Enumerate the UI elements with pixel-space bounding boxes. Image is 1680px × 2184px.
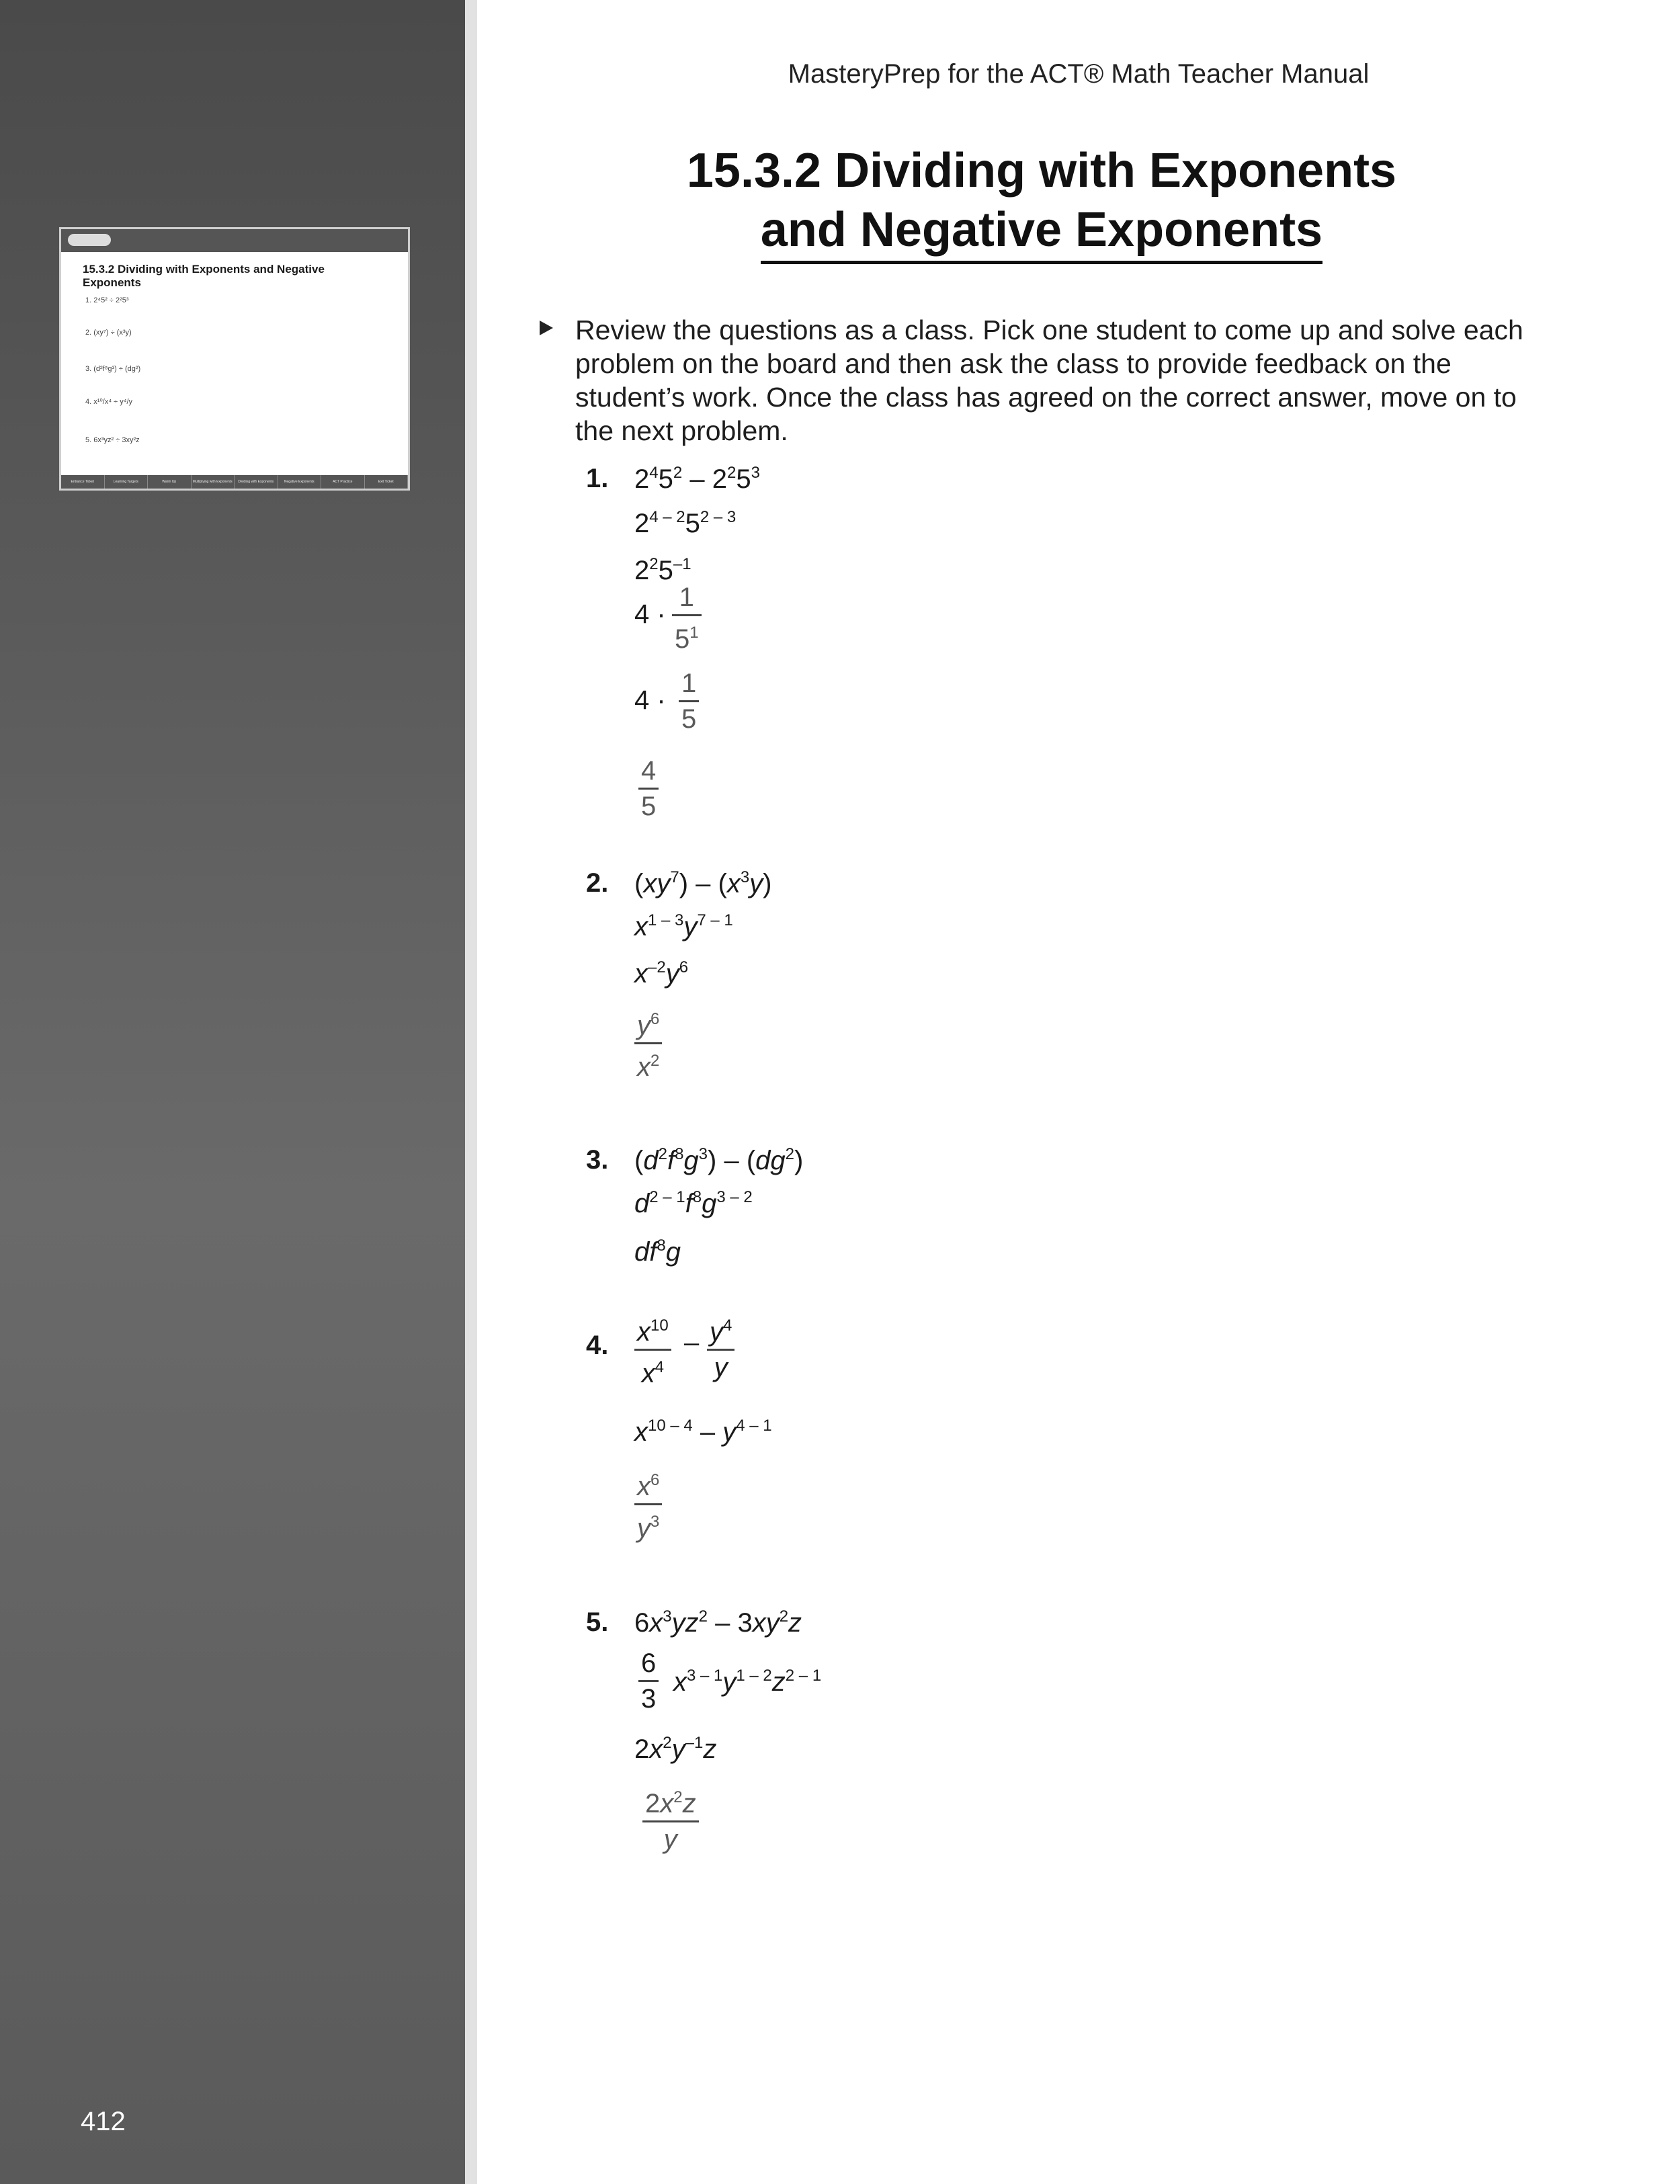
thumbnail-nav xyxy=(61,475,408,489)
thumbnail-nav-item: Warm Up xyxy=(148,475,192,489)
running-header: MasteryPrep for the ACT® Math Teacher Manual xyxy=(788,59,1370,89)
thumbnail-item: 3. (d²f⁸g³) ÷ (dg²) xyxy=(85,365,141,373)
logo-icon xyxy=(68,234,111,246)
bullet-arrow-icon xyxy=(540,321,553,335)
problem-4-step: $x^{10 - 4} - y^{4 - 1}$ xyxy=(634,1417,772,1447)
thumbnail-item: 5. 6x³yz² ÷ 3xy²z xyxy=(85,436,140,444)
problem-number: 2. xyxy=(586,868,609,898)
problem-3-step: $d^{2 - 1}f^8g^{3 - 2}$ xyxy=(634,1188,753,1218)
problem-4-fraction: $\frac{x^{10}}{x^4}$ xyxy=(634,1310,671,1389)
problem-1-step: 4 · xyxy=(634,685,666,715)
problem-4-fraction: $\frac{y^4}{y}$ xyxy=(707,1310,734,1383)
problem-3-step: $df^8g$ xyxy=(634,1236,681,1267)
problem-2-answer: $\frac{y^6}{x^2}$ xyxy=(634,1004,662,1083)
title-line-1: 15.3.2 Dividing with Exponents xyxy=(686,144,1397,198)
problem-1-step: $2^25^{-1}$ xyxy=(634,555,691,585)
sidebar xyxy=(0,0,465,2184)
problem-5-step: $x^{3 - 1}y^{1 - 2}z^{2 - 1}$ xyxy=(673,1667,822,1697)
problem-1-step: 4 · xyxy=(634,599,666,629)
page-title xyxy=(477,141,1606,264)
thumbnail-item: 4. x¹⁰/x⁴ ÷ y⁴/y xyxy=(85,398,133,406)
thumbnail-item: 1. 2⁴5² ÷ 2²5³ xyxy=(85,296,129,304)
problem-3-expression: $(d^2f^8g^3) - (dg^2)$ xyxy=(634,1145,804,1175)
problem-4-answer: $\frac{x^6}{y^3}$ xyxy=(634,1465,662,1544)
problem-number: 4. xyxy=(586,1331,609,1360)
problem-5-expression: $6x^3yz^2 - 3xy^2z$ xyxy=(634,1607,802,1638)
problem-number: 1. xyxy=(586,464,609,493)
problem-number: 3. xyxy=(586,1145,609,1175)
thumbnail-nav-item: Exit Ticket xyxy=(365,475,409,489)
problem-2-step: $x^{1 - 3}y^{7 - 1}$ xyxy=(634,911,733,941)
problem-1-fraction: $\frac{1}{5}$ xyxy=(679,668,699,734)
title-line-2: and Negative Exponents xyxy=(761,200,1322,264)
slide-thumbnail xyxy=(59,227,410,491)
thumbnail-nav-item: Dividing with Exponents xyxy=(235,475,278,489)
thumbnail-item: 2. (xy⁷) ÷ (x³y) xyxy=(85,329,132,337)
problem-number: 5. xyxy=(586,1607,609,1637)
problem-2-expression: $(xy^7) - (x^3y)$ xyxy=(634,868,772,898)
thumbnail-nav-item: Learning Targets xyxy=(105,475,149,489)
thumbnail-nav-item: Multiplying with Exponents xyxy=(192,475,235,489)
problem-1-expression: $2^45^2 - 2^25^3$ xyxy=(634,464,760,494)
thumbnail-header xyxy=(61,229,408,252)
minus-sign: – xyxy=(684,1328,700,1357)
thumbnail-nav-item: ACT Practice xyxy=(321,475,365,489)
problem-1-step: 2$^{4 - 2}$5$^{2 - 3}$ xyxy=(634,508,737,538)
problem-5-answer: $\frac{2x^2z}{y}$ xyxy=(642,1782,699,1855)
problem-5-coefficient: $\frac{6}{3}$ xyxy=(638,1648,659,1714)
instructions-text: Review the questions as a class. Pick one student to come up and solve each problem on the board and then ask the class to provide feedback on the student’s work. Once the class has agreed on the correct answer, move on to the next problem. xyxy=(575,314,1523,446)
problem-1-answer: $\frac{4}{5}$ xyxy=(638,755,659,822)
problem-1-fraction: $\frac{1}{5^1}$ xyxy=(672,582,702,655)
problem-2-step: $x^{-2}y^6$ xyxy=(634,958,689,989)
thumbnail-nav-item: Negative Exponents xyxy=(278,475,322,489)
thumbnail-title: 15.3.2 Dividing with Exponents and Negative Exponents xyxy=(83,263,325,289)
problem-5-step: $2x^2y^{-1}z$ xyxy=(634,1734,717,1764)
page-number: 412 xyxy=(81,2107,126,2136)
thumbnail-nav-item: Entrance Ticket xyxy=(61,475,105,489)
